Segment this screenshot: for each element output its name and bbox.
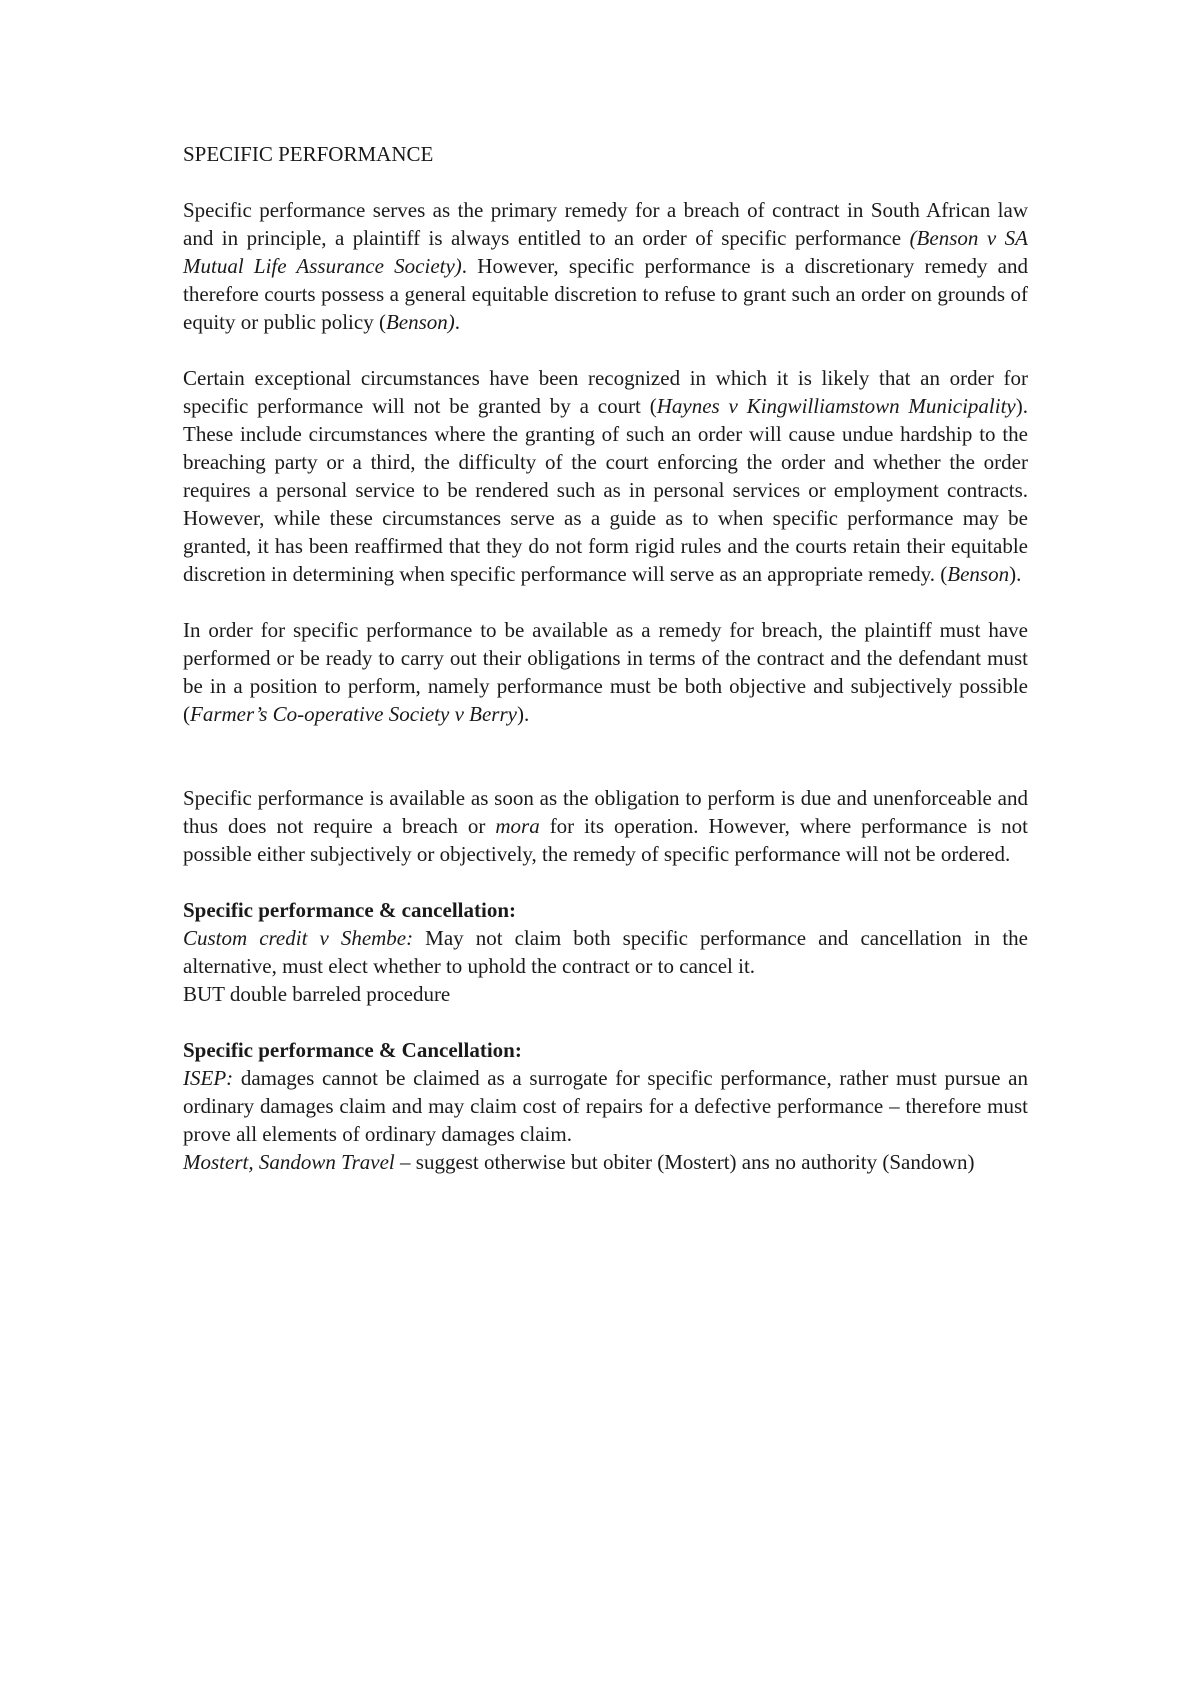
- p3-case-citation: Farmer’s Co-operative Society v Berry: [190, 702, 517, 726]
- section-cancellation-1: [183, 896, 1028, 1008]
- paragraph-primary-remedy: [183, 196, 1028, 336]
- section-2-body-2: [183, 1148, 1028, 1176]
- p2-case-citation: Haynes v Kingwilliamstown Municipality: [656, 394, 1016, 418]
- section-2-case-2: Mostert, Sandown Travel: [183, 1150, 395, 1174]
- p2-case-citation-2: Benson: [947, 562, 1010, 586]
- section-2-body: [183, 1064, 1028, 1148]
- p1-case-citation-2: Benson): [385, 310, 455, 334]
- p2-text-a: Certain exceptional circumstances have been recognized in which it is likely that an order for specific performance will not be granted by a court (: [183, 366, 1028, 418]
- section-2-text-2: – suggest otherwise but obiter (Mostert) ans no authority (Sandown): [394, 1150, 975, 1174]
- section-1-heading: Specific performance & cancellation:: [183, 898, 516, 922]
- section-1-case: Custom credit v Shembe:: [183, 926, 414, 950]
- section-1-note: BUT double barreled procedure: [183, 982, 451, 1006]
- section-1-body: [183, 924, 1028, 980]
- paragraph-obligation-due: [183, 784, 1028, 868]
- p4-text-b: for its operation. However, where performance is not possible either subjectively or objectively, the remedy of specific performance will not be ordered.: [183, 814, 1028, 866]
- section-2-heading: Specific performance & Cancellation:: [183, 1038, 522, 1062]
- paragraph-availability: [183, 616, 1028, 728]
- p1-text-a: Specific performance serves as the primary remedy for a breach of contract in South African law and in principle, a plaintiff is always entitled to an order of specific performance: [183, 198, 1028, 250]
- p3-text-b: ).: [516, 702, 530, 726]
- p1-text-c: .: [454, 310, 461, 334]
- p3-text-a: In order for specific performance to be available as a remedy for breach, the plaintiff must have performed or be ready to carry out their obligations in terms of the contract and the defendant must be in a position to perform, namely performance must be both objective and subjectively possible (: [183, 618, 1028, 726]
- paragraph-exceptional-circumstances: [183, 364, 1028, 588]
- p4-term-mora: mora: [495, 814, 540, 838]
- p2-text-c: ).: [1009, 562, 1022, 586]
- section-2-case: ISEP:: [183, 1066, 234, 1090]
- p1-text-b: . However, specific performance is a discretionary remedy and therefore courts possess a general equitable discretion to refuse to grant such an order on grounds of equity or public policy (: [183, 254, 1029, 334]
- section-1-text: May not claim both specific performance and cancellation in the alternative, must elect whether to uphold the contract or to cancel it.: [183, 926, 1028, 978]
- section-cancellation-2: [183, 1036, 1028, 1176]
- document-title: SPECIFIC PERFORMANCE: [183, 142, 434, 166]
- p2-text-b: ). These include circumstances where the granting of such an order will cause undue hardship to the breaching party or a third, the difficulty of the court enforcing the order and whether the order requires a personal service to be rendered such as in personal services or employment contracts. However, while these circumstances serve as a guide as to when specific performance may be granted, it has been reaffirmed that they do not form rigid rules and the courts retain their equitable discretion in determining when specific performance will serve as an appropriate remedy. (: [183, 394, 1028, 586]
- section-2-text: damages cannot be claimed as a surrogate for specific performance, rather must pursue an ordinary damages claim and may claim cost of repairs for a defective performance – therefore must prove all elements of ordinary damages claim.: [183, 1066, 1028, 1146]
- p4-text-a: Specific performance is available as soon as the obligation to perform is due and unenforceable and thus does not require a breach or: [183, 786, 1028, 838]
- p1-case-citation: (Benson v SA Mutual Life Assurance Society): [183, 226, 1028, 278]
- document-page: [183, 140, 1028, 1204]
